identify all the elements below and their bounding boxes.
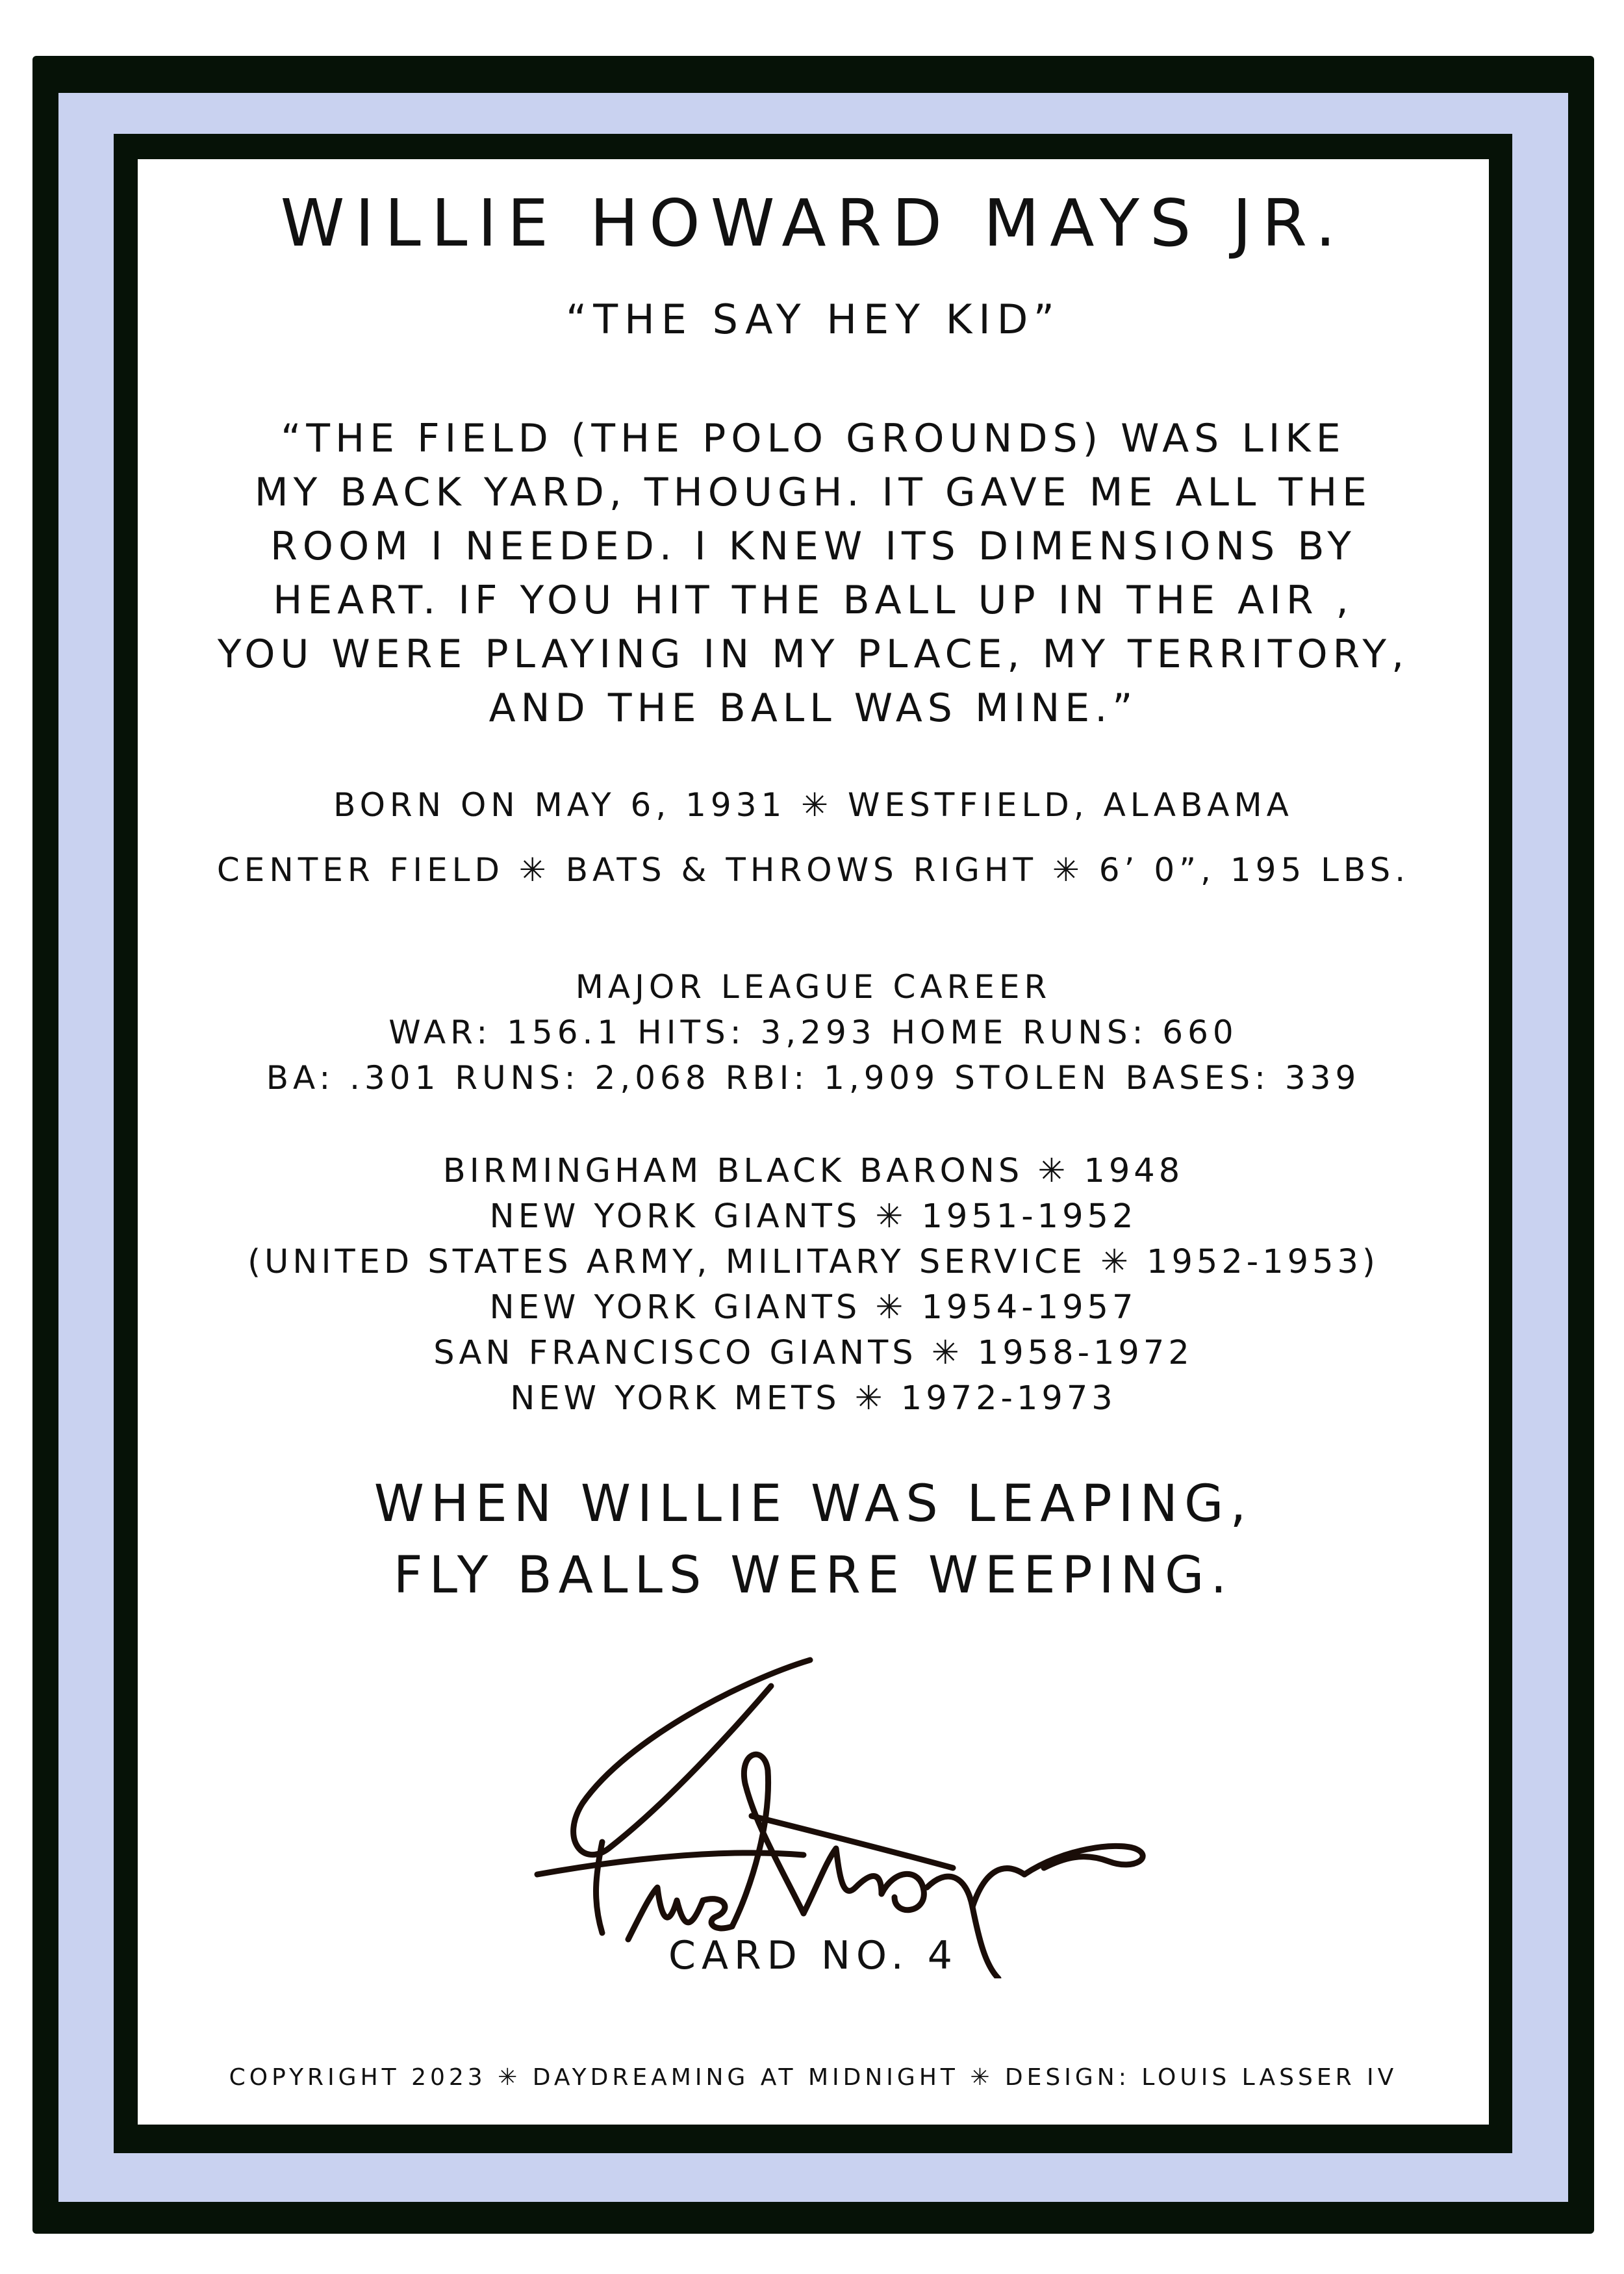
team-history-item: NEW YORK GIANTS ✳ 1951-1952 xyxy=(489,1197,1137,1236)
quote-line: MY BACK YARD, THOUGH. IT GAVE ME ALL THE xyxy=(254,470,1373,515)
team-history-item: BIRMINGHAM BLACK BARONS ✳ 1948 xyxy=(442,1152,1184,1190)
team-history-item: NEW YORK GIANTS ✳ 1954-1957 xyxy=(489,1288,1137,1327)
slogan-line: WHEN WILLIE WAS LEAPING, xyxy=(374,1475,1253,1533)
card-face xyxy=(138,159,1489,2125)
quote-line: YOU WERE PLAYING IN MY PLACE, MY TERRITORY, xyxy=(217,632,1410,677)
copyright-footer: COPYRIGHT 2023 ✳ DAYDREAMING AT MIDNIGHT ✳ DESIGN: LOUIS LASSER IV xyxy=(229,2064,1398,2091)
quote-line: “THE FIELD (THE POLO GROUNDS) WAS LIKE xyxy=(281,416,1346,461)
team-history-item: SAN FRANCISCO GIANTS ✳ 1958-1972 xyxy=(433,1334,1193,1372)
birth-info: BORN ON MAY 6, 1931 ✳ WESTFIELD, ALABAMA xyxy=(333,786,1293,824)
signature-image xyxy=(531,1654,1245,1978)
team-history-item: (UNITED STATES ARMY, MILITARY SERVICE ✳ 1952-1953) xyxy=(247,1243,1379,1281)
card-number: CARD NO. 4 xyxy=(668,1933,958,1978)
player-name: WILLIE HOWARD MAYS JR. xyxy=(280,185,1347,261)
quote-line: AND THE BALL WAS MINE.” xyxy=(488,685,1138,731)
quote-line: HEART. IF YOU HIT THE BALL UP IN THE AIR , xyxy=(273,578,1354,623)
team-history-item: NEW YORK METS ✳ 1972-1973 xyxy=(510,1379,1117,1418)
position-info: CENTER FIELD ✳ BATS & THROWS RIGHT ✳ 6’ 0”, 195 LBS. xyxy=(216,851,1410,889)
slogan-line: FLY BALLS WERE WEEPING. xyxy=(393,1546,1234,1605)
quote-line: ROOM I NEEDED. I KNEW ITS DIMENSIONS BY xyxy=(270,524,1356,569)
career-stats-line: WAR: 156.1 HITS: 3,293 HOME RUNS: 660 xyxy=(388,1014,1238,1051)
career-heading: MAJOR LEAGUE CAREER xyxy=(575,968,1052,1006)
career-stats-line: BA: .301 RUNS: 2,068 RBI: 1,909 STOLEN BASES: 339 xyxy=(266,1059,1361,1097)
player-nickname: “THE SAY HEY KID” xyxy=(566,296,1061,343)
